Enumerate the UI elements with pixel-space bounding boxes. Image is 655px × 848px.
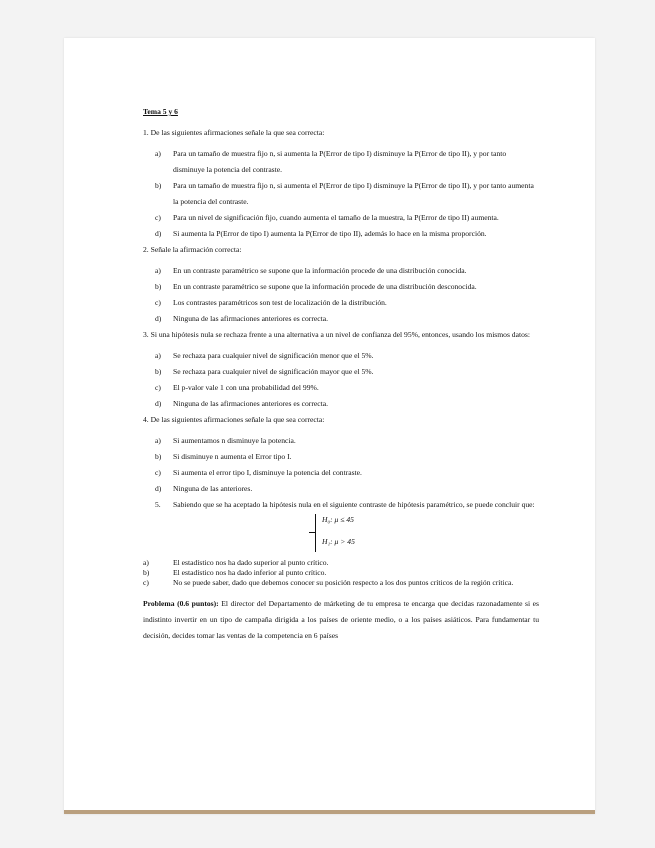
option-text: No se puede saber, dado que debemos conocer su posición respecto a los dos puntos críticos de la región crítica. <box>173 578 514 587</box>
option-text: El p-valor vale 1 con una probabilidad del 99%. <box>173 383 319 392</box>
option-text: Ninguna de las anteriores. <box>173 484 253 493</box>
problem-paragraph <box>143 596 539 644</box>
option-item <box>143 449 539 465</box>
question-4-stem: 4. De las siguientes afirmaciones señale la que sea correcta: <box>143 415 325 424</box>
option-item <box>143 433 539 449</box>
option-item <box>143 311 539 327</box>
question-2-stem: 2. Señale la afirmación correcta: <box>143 245 242 254</box>
question-3-options <box>143 348 539 412</box>
problem-text: El director del Departamento de márketing de tu empresa te encarga que decidas razonadamente si es indistinto invertir en un tipo de campaña dirigida a los países de oriente medio, o a los países asiáticos. Para fundamentar tu decisión, decides tomar las ventas de la competencia en 6 países <box>143 599 539 640</box>
option-letter: a) <box>155 436 161 445</box>
option-text: En un contraste paramétrico se supone que la información procede de una distribución conocida. <box>173 266 467 275</box>
option-letter: c) <box>155 468 161 477</box>
option-letter: b) <box>143 568 150 577</box>
option-letter: c) <box>155 298 161 307</box>
problem-heading: Problema (0.6 puntos): <box>143 599 219 608</box>
option-letter: a) <box>143 558 149 567</box>
question-5-options <box>143 558 539 588</box>
option-item <box>143 226 539 242</box>
option-text: Para un nivel de significación fijo, cuando aumenta el tamaño de la muestra, la P(Error de tipo II) aumenta. <box>173 213 499 222</box>
question-4-options <box>143 433 539 510</box>
option-item <box>143 568 539 578</box>
option-text: Para un tamaño de muestra fijo n, si aumenta la P(Error de tipo I) disminuye la P(Error de tipo II), y por tanto disminuye la potencia del contraste. <box>173 149 507 174</box>
option-item <box>143 146 539 178</box>
option-item <box>143 295 539 311</box>
question-5-number: 5. <box>155 500 161 509</box>
option-letter: d) <box>155 229 162 238</box>
brace-line <box>315 514 322 552</box>
option-item <box>143 178 539 210</box>
option-text: Si aumentamos n disminuye la potencia. <box>173 436 296 445</box>
option-letter: b) <box>155 181 162 190</box>
option-item <box>143 348 539 364</box>
alternative-hypothesis: H₁: μ > 45 <box>322 537 355 546</box>
option-item <box>143 380 539 396</box>
option-letter: d) <box>155 399 162 408</box>
null-hypothesis: H₀: μ ≤ 45 <box>322 515 354 524</box>
option-letter: b) <box>155 282 162 291</box>
option-letter: b) <box>155 452 162 461</box>
option-text: Si aumenta el error tipo I, disminuye la potencia del contraste. <box>173 468 362 477</box>
option-letter: b) <box>155 367 162 376</box>
option-item <box>143 279 539 295</box>
option-text: Si disminuye n aumenta el Error tipo I. <box>173 452 292 461</box>
question-3-stem: 3. Si una hipótesis nula se rechaza frente a una alternativa a un nivel de confianza del 95%, entonces, usando los mismos datos: <box>143 330 530 339</box>
option-item <box>143 578 539 588</box>
option-letter: a) <box>155 266 161 275</box>
hypothesis-formula <box>143 512 539 556</box>
option-letter: c) <box>155 383 161 392</box>
option-text: El estadístico nos ha dado inferior al punto crítico. <box>173 568 327 577</box>
option-text: El estadístico nos ha dado superior al punto crítico. <box>173 558 329 567</box>
option-item <box>143 396 539 412</box>
paper-sheet <box>64 38 595 814</box>
question-5-stem: Sabiendo que se ha aceptado la hipótesis nula en el siguiente contraste de hipótesis paramétrico, se puede concluir que: <box>173 500 535 509</box>
question-5-item <box>143 500 539 510</box>
option-text: Los contrastes paramétricos son test de localización de la distribución. <box>173 298 387 307</box>
option-text: Ninguna de las afirmaciones anteriores es correcta. <box>173 314 328 323</box>
option-item <box>143 558 539 568</box>
option-text: Se rechaza para cualquier nivel de significación mayor que el 5%. <box>173 367 374 376</box>
option-text: Ninguna de las afirmaciones anteriores es correcta. <box>173 399 328 408</box>
option-item <box>143 263 539 279</box>
option-letter: d) <box>155 484 162 493</box>
section-title: Tema 5 y 6 <box>143 107 178 116</box>
option-letter: c) <box>155 213 161 222</box>
question-1-options <box>143 146 539 242</box>
exam-content <box>143 104 539 652</box>
option-item <box>143 481 539 497</box>
option-letter: d) <box>155 314 162 323</box>
option-text: Para un tamaño de muestra fijo n, si aumenta el P(Error de tipo I) disminuye la P(Error de tipo II), y por tanto aumenta la potencia del contraste. <box>173 181 534 206</box>
question-1-stem: 1. De las siguientes afirmaciones señale la que sea correcta: <box>143 128 325 137</box>
question-2-options <box>143 263 539 327</box>
option-text: Se rechaza para cualquier nivel de significación menor que el 5%. <box>173 351 374 360</box>
option-text: En un contraste paramétrico se supone que la información procede de una distribución desconocida. <box>173 282 477 291</box>
option-item <box>143 364 539 380</box>
option-item <box>143 210 539 226</box>
option-item <box>143 465 539 481</box>
option-letter: c) <box>143 578 149 587</box>
option-letter: a) <box>155 149 161 158</box>
option-letter: a) <box>155 351 161 360</box>
option-text: Si aumenta la P(Error de tipo I) aumenta la P(Error de tipo II), además lo hace en la misma proporción. <box>173 229 487 238</box>
